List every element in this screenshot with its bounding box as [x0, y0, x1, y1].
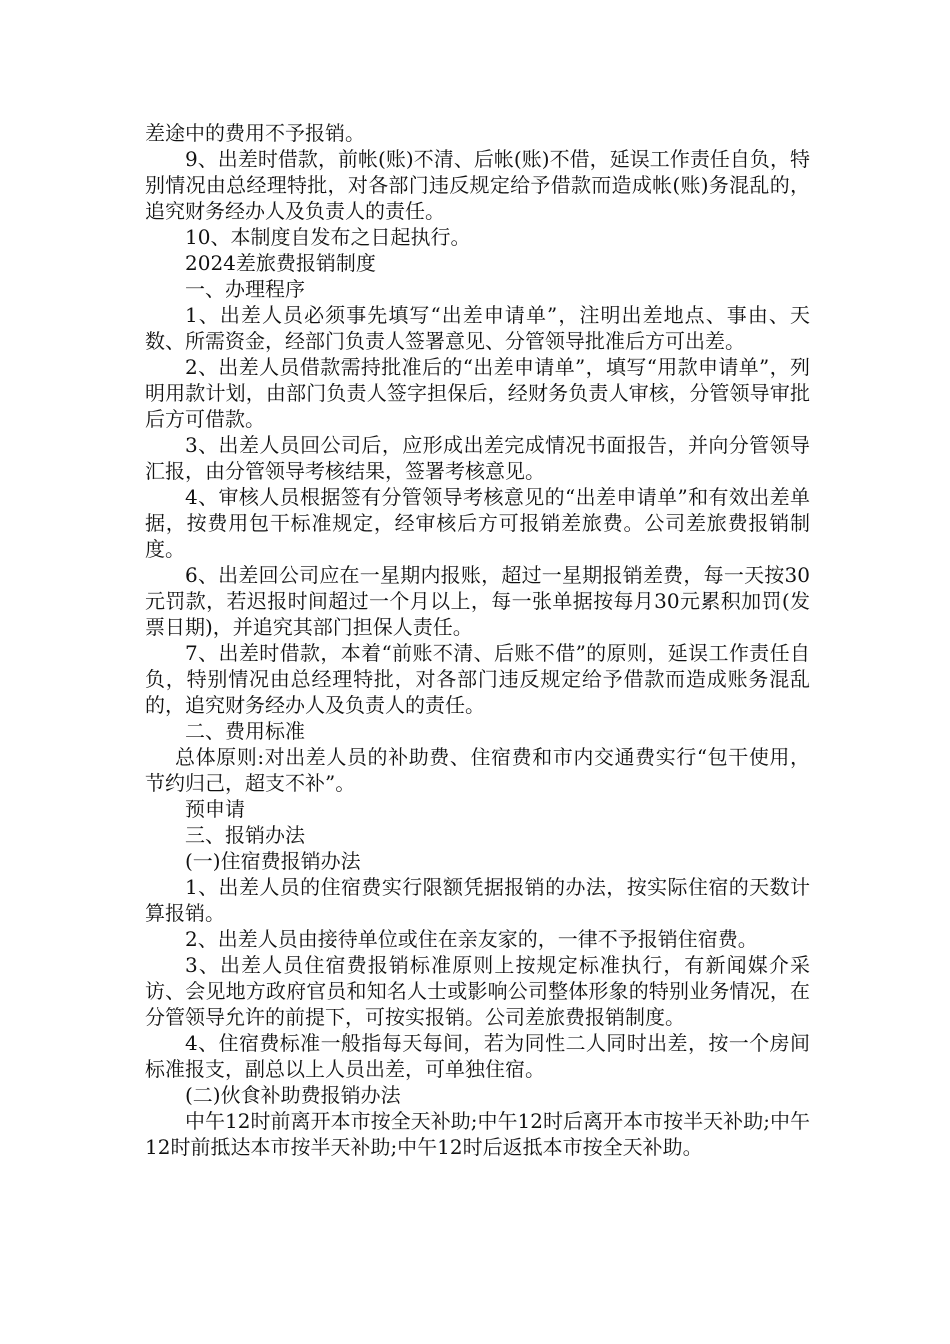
heading-expense-standard: 二、费用标准 — [185, 719, 305, 743]
paragraph-meal-allowance: 中午12时前离开本市按全天补助;中午12时后离开本市按半天补助;中午12时前抵达本市按半天补助;中午12时后返抵本市按全天补助。 — [145, 1109, 810, 1159]
paragraph-item-9: 9、出差时借款，前帐(账)不清、后帐(账)不借，延误工作责任自负，特别情况由总经理特批，对各部门违反规定给予借款而造成帐(账)务混乱的，追究财务经办人及负责人的责任。 — [145, 147, 810, 223]
paragraph-continuation: 差途中的费用不予报销。 — [145, 121, 365, 145]
paragraph-procedure-4: 4、审核人员根据签有分管领导考核意见的“出差申请单”和有效出差单据，按费用包干标准规定，经审核后方可报销差旅费。公司差旅费报销制度。 — [145, 485, 810, 561]
subheading-meal-allowance: (二)伙食补助费报销办法 — [185, 1083, 401, 1107]
paragraph-accommodation-3: 3、出差人员住宿费报销标准原则上按规定标准执行，有新闻媒介采访、会见地方政府官员和知名人士或影响公司整体形象的特别业务情况，在分管领导允许的前提下，可按实报销。公司差旅费报销制度。 — [145, 953, 810, 1029]
paragraph-accommodation-1: 1、出差人员的住宿费实行限额凭据报销的办法，按实际住宿的天数计算报销。 — [145, 875, 810, 925]
paragraph-item-10: 10、本制度自发布之日起执行。 — [185, 225, 471, 249]
paragraph-accommodation-4: 4、住宿费标准一般指每天每间，若为同性二人同时出差，按一个房间标准报支，副总以上人员出差，可单独住宿。 — [145, 1031, 810, 1081]
paragraph-accommodation-2: 2、出差人员由接待单位或住在亲友家的，一律不予报销住宿费。 — [185, 927, 758, 951]
section-title: 2024差旅费报销制度 — [185, 251, 376, 275]
paragraph-pre-application: 预申请 — [185, 797, 245, 821]
paragraph-procedure-2: 2、出差人员借款需持批准后的“出差申请单”，填写“用款申请单”，列明用款计划，由部门负责人签字担保后，经财务负责人审核，分管领导审批后方可借款。 — [145, 355, 810, 431]
paragraph-procedure-7: 7、出差时借款，本着“前账不清、后账不借”的原则，延误工作责任自负，特别情况由总经理特批，对各部门违反规定给予借款而造成账务混乱的，追究财务经办人及负责人的责任。 — [145, 641, 810, 717]
document-body — [145, 120, 810, 1160]
paragraph-procedure-3: 3、出差人员回公司后，应形成出差完成情况书面报告，并向分管领导汇报，由分管领导考核结果，签署考核意见。 — [145, 433, 810, 483]
paragraph-general-principle: 总体原则:对出差人员的补助费、住宿费和市内交通费实行“包干使用，节约归己，超支不补”。 — [145, 745, 810, 795]
heading-procedure: 一、办理程序 — [185, 277, 305, 301]
heading-reimbursement-method: 三、报销办法 — [185, 823, 305, 847]
subheading-accommodation: (一)住宿费报销办法 — [185, 849, 361, 873]
paragraph-procedure-1: 1、出差人员必须事先填写“出差申请单”，注明出差地点、事由、天数、所需资金，经部门负责人签署意见、分管领导批准后方可出差。 — [145, 303, 810, 353]
paragraph-procedure-6: 6、出差回公司应在一星期内报账，超过一星期报销差费，每一天按30元罚款，若迟报时间超过一个月以上，每一张单据按每月30元累积加罚(发票日期)，并追究其部门担保人责任。 — [145, 563, 810, 639]
